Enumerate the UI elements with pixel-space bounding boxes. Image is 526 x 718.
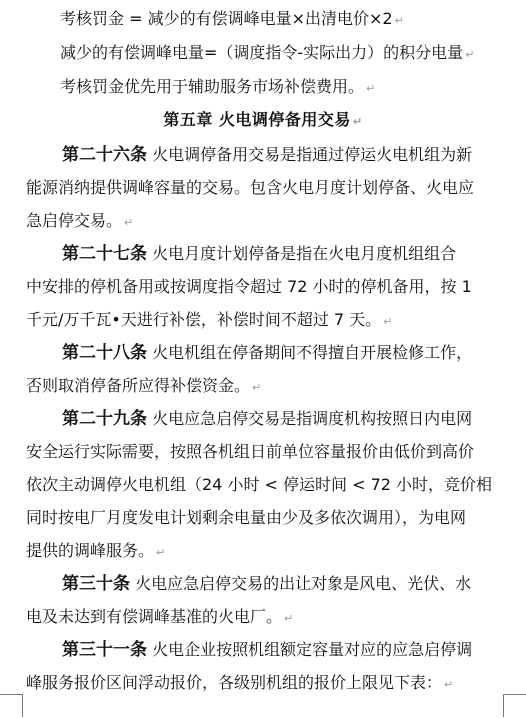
article-28-line-2: 否则取消停备所应得补偿资金。 ↵ (26, 376, 262, 395)
paragraph-mark-icon: ↵ (465, 48, 475, 61)
paragraph-mark-icon: ↵ (252, 381, 262, 394)
paragraph-mark-icon: ↵ (383, 315, 393, 328)
article-31-line-2: 峰服务报价区间浮动报价，各级别机组的报价上限见下表： ↵ (26, 673, 454, 692)
article-27-line-2: 中安排的停机备用或按调度指令超过 72 小时的停机备用，按 1 (26, 277, 472, 296)
paragraph-mark-icon: ↵ (444, 678, 454, 691)
article-29-label: 第二十九条 (62, 409, 147, 429)
article-27-line-3: 千元/万千瓦•天进行补偿，补偿时间不超过 7 天。 ↵ (26, 310, 393, 329)
paragraph-mark-icon: ↵ (156, 546, 166, 559)
paragraph-mark-icon: ↵ (124, 216, 134, 229)
formula-reduced-energy: 减少的有偿调峰电量=（调度指令-实际出力）的积分电量 ↵ (60, 43, 475, 62)
formula-usage-note: 考核罚金优先用于辅助服务市场补偿费用。 ↵ (60, 77, 376, 96)
article-28-label: 第二十八条 (62, 343, 147, 363)
article-27-line-1: 第二十七条 火电月度计划停备是指在火电月度机组组合 (62, 244, 457, 264)
crop-mark-left (0, 694, 23, 717)
paragraph-mark-icon: ↵ (352, 115, 363, 128)
article-26-line-2: 能源消纳提供调峰容量的交易。包含火电月度计划停备、火电应 (26, 178, 475, 197)
article-27-label: 第二十七条 (62, 244, 147, 264)
article-29-line-3: 依次主动调停火电机组（24 小时 < 停运时间 < 72 小时，竞价相 (26, 475, 493, 494)
article-29-line-2: 安全运行实际需要，按照各机组日前单位容量报价由低价到高价 (26, 442, 475, 461)
article-31-line-1: 第三十一条 火电企业按照机组额定容量对应的应急启停调 (62, 640, 473, 660)
article-30-label: 第三十条 (62, 574, 130, 594)
article-26-label: 第二十六条 (62, 145, 147, 165)
formula-penalty: 考核罚金 = 减少的有偿调峰电量×出清电价×2 ↵ (60, 9, 404, 28)
paragraph-mark-icon: ↵ (284, 612, 294, 625)
article-26-line-1: 第二十六条 火电调停备用交易是指通过停运火电机组为新 (62, 145, 473, 165)
crop-mark-right (503, 694, 526, 717)
paragraph-mark-icon: ↵ (366, 82, 376, 95)
article-30-line-2: 电及未达到有偿调峰基准的火电厂。 ↵ (26, 607, 294, 626)
chapter-title: 第五章 火电调停备用交易 ↵ (163, 110, 363, 129)
article-29-line-1: 第二十九条 火电应急启停交易是指调度机构按照日内电网 (62, 409, 473, 429)
article-29-line-4: 同时按电厂月度发电计划剩余电量由少及多依次调用），为电网 (26, 508, 467, 527)
article-28-line-1: 第二十八条 火电机组在停备期间不得擅自开展检修工作， (62, 343, 473, 363)
article-30-line-1: 第三十条 火电应急启停交易的出让对象是风电、光伏、水 (62, 574, 472, 594)
article-26-line-3: 急启停交易。 ↵ (26, 211, 134, 230)
article-29-line-5: 提供的调峰服务。 ↵ (26, 541, 166, 560)
article-31-label: 第三十一条 (62, 640, 147, 660)
paragraph-mark-icon: ↵ (394, 14, 404, 27)
